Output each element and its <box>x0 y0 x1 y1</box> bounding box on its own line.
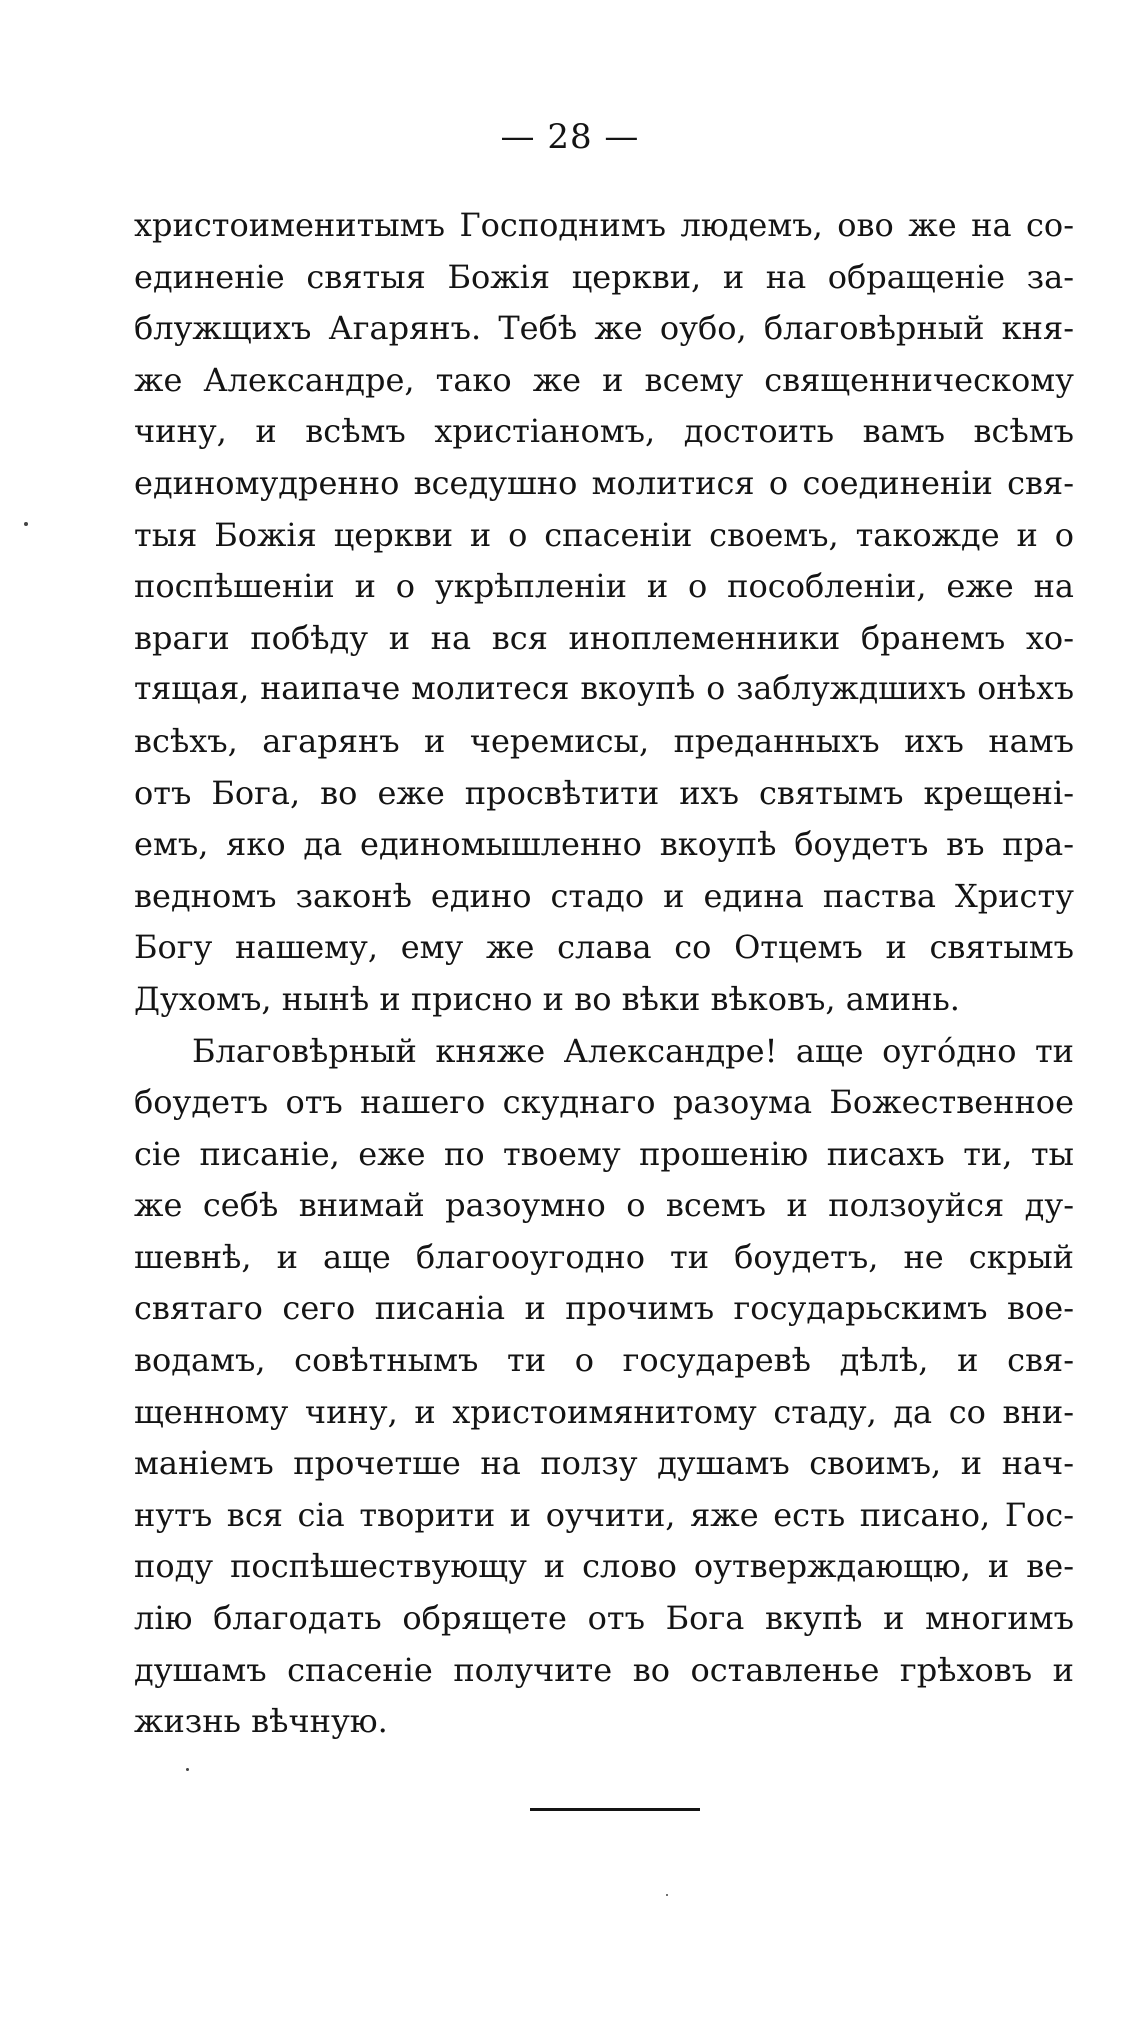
text-line: сіе писаніе, еже по твоему прошенію писахъ ти, ты <box>134 1134 1074 1173</box>
text-line: единомудренно вседушно молитися о соединеніи свя- <box>134 463 1074 502</box>
text-line: щенному чину, и христоимянитому стаду, да со вни- <box>134 1392 1074 1431</box>
paragraph-1 <box>134 200 1074 1026</box>
end-rule <box>530 1808 700 1811</box>
text-line: лію благодать обрящете отъ Бога вкупѣ и многимъ <box>134 1599 1074 1638</box>
body-text <box>134 200 1074 1748</box>
text-line: святаго сего писаніа и прочимъ государьскимъ вое- <box>134 1289 1074 1328</box>
text-line: маніемъ прочетше на ползу душамъ своимъ, и нач- <box>134 1444 1074 1483</box>
text-line: чину, и всѣмъ христіаномъ, достоить вамъ всѣмъ <box>134 412 1074 451</box>
scan-speck <box>24 522 28 526</box>
text-line: нутъ вся сіа творити и оучити, яже есть писано, Гос- <box>134 1495 1074 1534</box>
text-line: шевнѣ, и аще благооугодно ти боудетъ, не скрый <box>134 1237 1074 1276</box>
text-line: водамъ, совѣтнымъ ти о государевѣ дѣлѣ, и свя- <box>134 1341 1074 1380</box>
text-line: поду поспѣшествующу и слово оутверждающю, и ве- <box>134 1547 1074 1586</box>
text-line: единеніе святыя Божія церкви, и на обращеніе за- <box>134 257 1074 296</box>
text-line: ведномъ законѣ едино стадо и едина паства Христу <box>134 876 1074 915</box>
text-line: жизнь вѣчную. <box>134 1702 388 1741</box>
scan-speck <box>666 1894 668 1896</box>
text-line: тыя Божія церкви и о спасеніи своемъ, такожде и о <box>134 515 1074 554</box>
text-line: Благовѣрный княже Александре! аще оуго́дно ти <box>192 1031 1074 1070</box>
text-line: поспѣшеніи и о укрѣпленіи и о пособленіи, еже на <box>134 567 1074 606</box>
page-number: — 28 — <box>500 117 640 157</box>
text-line: тящая, наипаче молитеся вкоупѣ о заблуждшихъ онѣхъ <box>134 671 1074 708</box>
text-line: емъ, яко да единомышленно вкоупѣ боудетъ въ пра- <box>134 825 1074 864</box>
text-line: всѣхъ, агарянъ и черемисы, преданныхъ ихъ намъ <box>134 721 1074 760</box>
text-line: Богу нашему, ему же слава со Отцемъ и святымъ <box>134 928 1074 967</box>
text-line: отъ Бога, во еже просвѣтити ихъ святымъ крещені- <box>134 773 1074 812</box>
text-line: душамъ спасеніе получите во оставленье грѣховъ и <box>134 1650 1074 1689</box>
text-line: христоименитымъ Господнимъ людемъ, ово же на со- <box>134 206 1074 244</box>
text-line: же Александре, тако же и всему священническому <box>134 360 1074 399</box>
text-line: враги побѣду и на вся иноплеменники бранемъ хо- <box>134 618 1074 657</box>
text-line: Духомъ, нынѣ и присно и во вѣки вѣковъ, аминь. <box>134 979 960 1018</box>
text-line: же себѣ внимай разоумно о всемъ и ползоуйся ду- <box>134 1186 1074 1225</box>
text-line: блужщихъ Агарянъ. Тебѣ же оубо, благовѣрный кня- <box>134 309 1074 348</box>
text-line: боудетъ отъ нашего скуднаго разоума Божественное <box>134 1083 1074 1122</box>
paragraph-2 <box>134 1026 1074 1748</box>
scan-speck <box>186 1768 189 1771</box>
